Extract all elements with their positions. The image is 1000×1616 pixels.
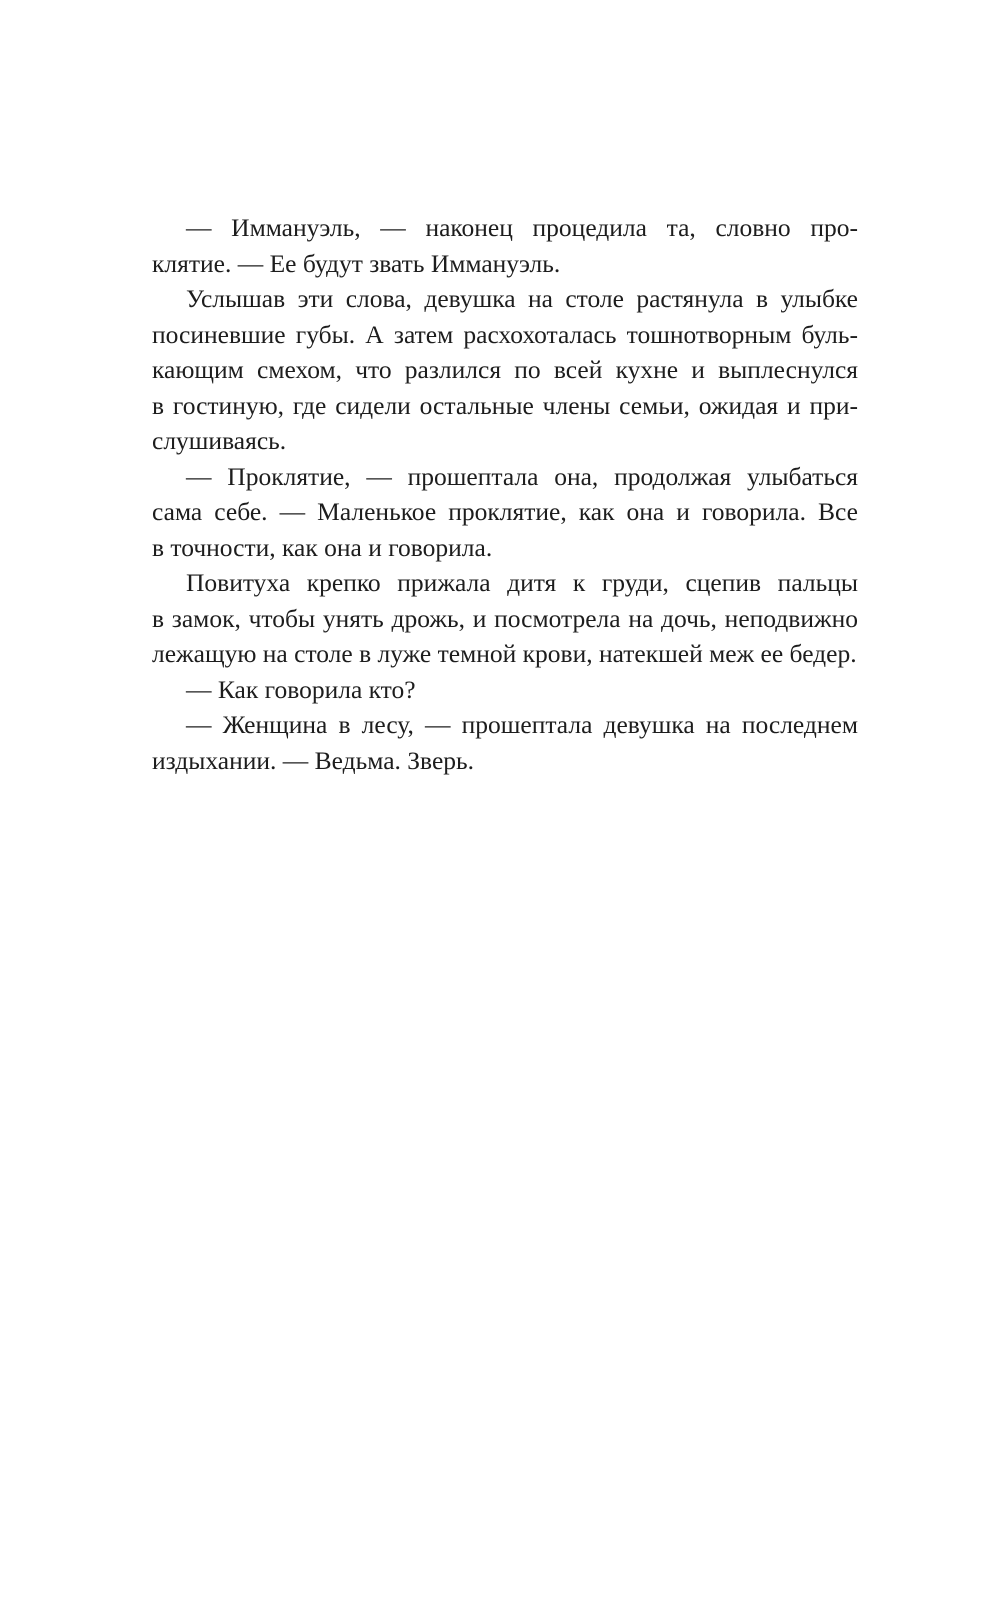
text-line: клятие. — Ее будут звать Иммануэль. xyxy=(152,248,561,278)
text-line: сама себе. — Маленькое проклятие, как она и говорила. Все xyxy=(152,497,858,526)
text-line: слушиваясь. xyxy=(152,426,287,455)
text-line: лежащую на столе в луже темной крови, натекшей меж ее бедер. xyxy=(152,639,857,668)
text-line: издыхании. — Ведьма. Зверь. xyxy=(152,745,475,775)
text-line: в замок, чтобы унять дрожь, и посмотрела на дочь, неподвижно xyxy=(152,603,858,633)
text-line: Услышав эти слова, девушка на столе растянула в улыбке xyxy=(186,284,858,313)
paragraph-1 xyxy=(152,210,858,281)
text-line: кающим смехом, что разлился по всей кухне и выплеснулся xyxy=(152,355,858,384)
paragraph-6 xyxy=(152,707,858,778)
text-line: — Женщина в лесу, — прошептала девушка на последнем xyxy=(186,710,858,739)
paragraph-2 xyxy=(152,281,858,459)
text-line: в точности, как она и говорила. xyxy=(152,532,493,562)
paragraph-5 xyxy=(152,672,858,708)
text-line: — Проклятие, — прошептала она, продолжая улыбаться xyxy=(186,461,858,491)
text-line: в гостиную, где сидели остальные члены семьи, ожидая и при- xyxy=(152,390,858,420)
body-text xyxy=(152,210,858,778)
text-line: — Иммануэль, — наконец процедила та, словно про- xyxy=(186,213,858,242)
text-line: — Как говорила кто? xyxy=(186,674,416,704)
paragraph-4 xyxy=(152,565,858,672)
text-line: Повитуха крепко прижала дитя к груди, сцепив пальцы xyxy=(186,568,858,597)
text-line: посиневшие губы. А затем расхохоталась тошнотворным буль- xyxy=(152,319,858,349)
paragraph-3 xyxy=(152,459,858,566)
